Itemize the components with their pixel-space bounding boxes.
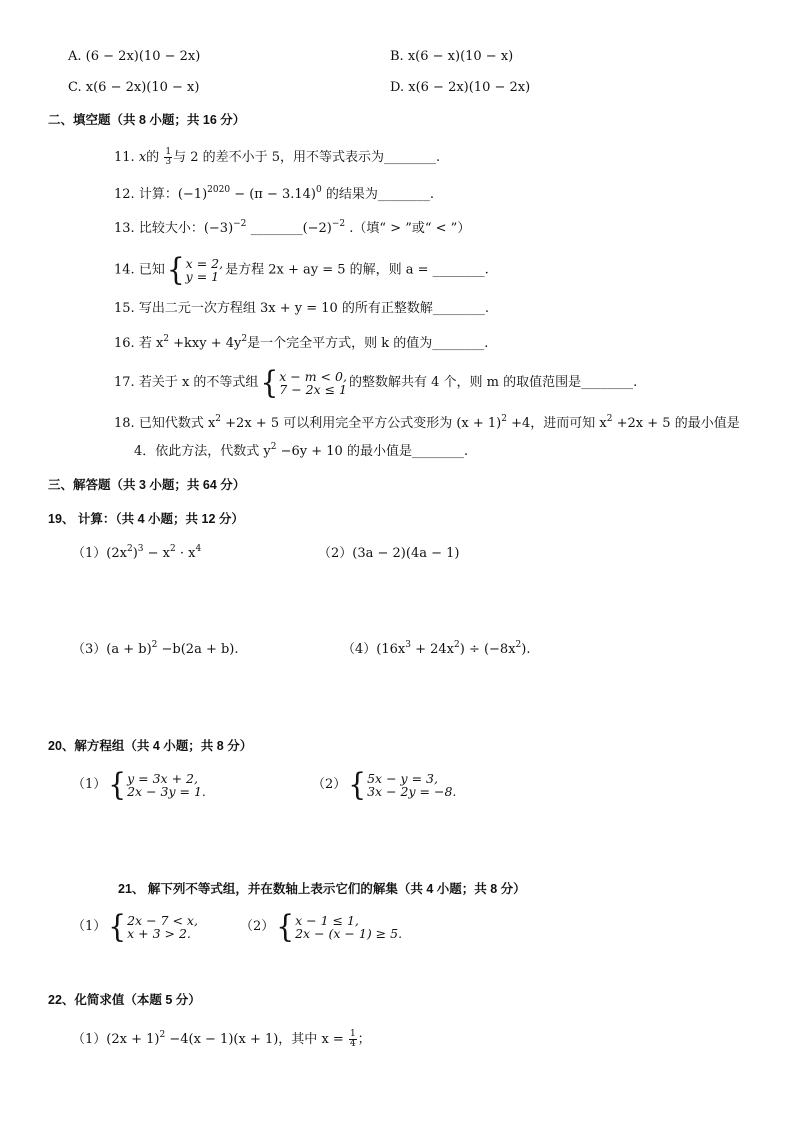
choice-a-expr: (6 − 2x)(10 − 2x) xyxy=(85,49,201,64)
q21-p2-system xyxy=(276,907,403,945)
q21-p2-line2: 2x − (x − 1) ≥ 5. xyxy=(295,925,403,941)
q19-p4-a: (16x xyxy=(376,642,406,657)
q22-p1-label: （1） xyxy=(72,1032,107,1047)
q21-p1-label: （1） xyxy=(72,919,107,934)
choice-a-label: A. xyxy=(68,49,82,64)
q19-p1-d: · x xyxy=(175,546,196,561)
q19-p3-a: (a + b) xyxy=(106,642,152,657)
q14-system xyxy=(166,251,224,288)
q16-mid: +kxy + 4y xyxy=(169,336,242,351)
q19-p1-s2: 3 xyxy=(137,544,144,554)
choice-d xyxy=(390,79,530,97)
q22-p1-a: (2x + 1) xyxy=(106,1032,160,1047)
question-11 xyxy=(114,148,440,167)
q12-mid: − (π − 3.14) xyxy=(234,187,317,202)
q19-p4-s2: 2 xyxy=(454,640,460,650)
q19-p4-b: + 24x xyxy=(410,642,454,657)
q20-title: 20、解方程组（共 4 小题；共 8 分） xyxy=(48,739,253,753)
q13-mid: ________(−2) xyxy=(250,221,332,236)
q20-part2 xyxy=(312,765,458,803)
q20-p2-system xyxy=(348,765,457,803)
question-15 xyxy=(114,300,489,318)
q19-p3-s1: 2 xyxy=(151,640,158,650)
q11-var: x xyxy=(138,150,147,165)
q15-text: 写出二元一次方程组 3x + y = 10 的所有正整数解________. xyxy=(138,301,490,316)
section-answer-title: 三、解答题（共 3 小题；共 64 分） xyxy=(48,478,246,492)
brace-icon: { xyxy=(260,363,279,401)
q17-line1: x − m < 0, xyxy=(279,368,347,384)
q13-sup2: −2 xyxy=(331,219,346,229)
q11-fraction xyxy=(164,148,172,167)
q20-part1 xyxy=(72,765,208,803)
q16-pre: 若 x xyxy=(138,336,164,351)
q12-text: 计算：(−1) xyxy=(138,187,208,202)
q19-p4-label: （4） xyxy=(342,642,377,657)
q16-sup2: 2 xyxy=(241,334,248,344)
question-16 xyxy=(114,335,488,353)
q19-p2-expr: (3a − 2)(4a − 1) xyxy=(352,546,460,561)
q22-frac-num: 1 xyxy=(349,1029,356,1039)
question-14 xyxy=(114,251,489,288)
choice-b xyxy=(390,48,513,66)
choice-a xyxy=(68,48,200,66)
q11-frac-num: 1 xyxy=(165,147,172,157)
q17-line2: 7 − 2x ≤ 1 xyxy=(279,381,348,397)
choice-d-expr: x(6 − 2x)(10 − 2x) xyxy=(408,80,531,95)
q19-p1-s3: 2 xyxy=(170,544,176,554)
q22-fraction xyxy=(349,1030,357,1049)
q13-sup1: −2 xyxy=(233,219,247,229)
q22-p1-b: −4(x − 1)(x + 1)，其中 x = xyxy=(165,1032,348,1047)
q12-sup2: 0 xyxy=(316,185,322,195)
q18-s1: 2 xyxy=(215,414,222,424)
q16-number: 16. xyxy=(114,336,135,351)
q19-p1-c: − x xyxy=(143,546,171,561)
q12-end: 的结果为________. xyxy=(325,187,435,202)
q13-end: .（填“ > ”或“ < ”） xyxy=(349,221,471,236)
question-18-line1 xyxy=(114,415,740,433)
choice-c-expr: x(6 − 2x)(10 − x) xyxy=(85,80,200,95)
q21-part1 xyxy=(72,907,200,945)
q19-part3 xyxy=(72,641,239,659)
q12-sup1: 2020 xyxy=(207,185,231,195)
brace-icon: { xyxy=(108,907,127,945)
q11-frac-den: 3 xyxy=(165,157,172,167)
q20-p1-line2: 2x − 3y = 1. xyxy=(127,783,206,799)
q15-number: 15. xyxy=(114,301,135,316)
q19-p4-s1: 3 xyxy=(405,640,411,650)
q19-p1-s4: 4 xyxy=(195,544,202,554)
q20-p2-line1: 5x − y = 3, xyxy=(367,770,438,786)
q19-p1-label: （1） xyxy=(72,546,107,561)
q14-line2: y = 1 xyxy=(185,269,220,284)
q19-p4-d: ). xyxy=(521,642,531,657)
q19-title: 19、 计算：（共 4 小题；共 12 分） xyxy=(48,512,244,526)
q22-p1-s1: 2 xyxy=(159,1030,166,1040)
q11-text-b: 与 2 的差不小于 5，用不等式表示为________. xyxy=(173,150,441,165)
q14-number: 14. xyxy=(114,262,135,278)
brace-icon: { xyxy=(166,251,185,288)
q14-line1: x = 2, xyxy=(185,256,224,271)
q17-post: 的整数解共有 4 个，则 m 的取值范围是________. xyxy=(349,375,638,390)
q21-p1-line2: x + 3 > 2. xyxy=(127,925,191,941)
q18-l1d: +2x + 5 的最小值是 xyxy=(612,416,740,431)
q19-p1-b: ) xyxy=(132,546,138,561)
q18-l1b: +2x + 5 可以利用完全平方公式变形为 (x + 1) xyxy=(221,416,502,431)
q19-p3-b: −b(2a + b). xyxy=(157,642,239,657)
q21-p2-line1: x − 1 ≤ 1, xyxy=(295,912,359,928)
q13-text: 比较大小：(−3) xyxy=(138,221,234,236)
q18-number: 18. xyxy=(114,416,135,431)
choice-b-expr: x(6 − x)(10 − x) xyxy=(407,49,514,64)
q19-part4 xyxy=(342,641,530,659)
q21-part2 xyxy=(240,907,404,945)
question-13 xyxy=(114,220,470,238)
q22-p1-c: ； xyxy=(357,1032,371,1047)
question-17 xyxy=(114,363,638,401)
choice-c xyxy=(68,79,199,97)
q16-post: 是一个完全平方式，则 k 的值为________. xyxy=(247,336,489,351)
brace-icon: { xyxy=(276,907,295,945)
q20-p2-line2: 3x − 2y = −8. xyxy=(367,783,457,799)
section-fill-in-title: 二、填空题（共 8 小题；共 16 分） xyxy=(48,113,246,127)
q17-pre: 若关于 x 的不等式组 xyxy=(138,375,259,390)
q19-part2 xyxy=(318,545,459,563)
q22-frac-den: 4 xyxy=(349,1039,356,1049)
q13-number: 13. xyxy=(114,221,135,236)
q18-l1a: 已知代数式 x xyxy=(138,416,216,431)
q18-s3: 2 xyxy=(606,414,613,424)
choice-c-label: C. xyxy=(68,80,82,95)
q21-p1-system xyxy=(108,907,198,945)
q20-p2-label: （2） xyxy=(312,777,347,792)
q19-p1-s1: 2 xyxy=(126,544,133,554)
q19-p3-label: （3） xyxy=(72,642,107,657)
q18-l1c: +4，进而可知 x xyxy=(507,416,607,431)
q21-p2-label: （2） xyxy=(240,919,275,934)
q16-sup1: 2 xyxy=(163,334,170,344)
q20-p1-system xyxy=(108,765,206,803)
brace-icon: { xyxy=(348,765,367,803)
q17-system xyxy=(260,363,348,401)
q18-s4: 2 xyxy=(270,442,277,452)
q20-p1-label: （1） xyxy=(72,777,107,792)
q19-p2-label: （2） xyxy=(318,546,353,561)
q22-part1 xyxy=(72,1029,371,1051)
q21-p1-line1: 2x − 7 < x, xyxy=(127,912,198,928)
q22-title: 22、化简求值（本题 5 分） xyxy=(48,993,201,1007)
q18-l2a: 4．依此方法，代数式 y xyxy=(134,444,271,459)
q19-p1-a: (2x xyxy=(106,546,127,561)
choice-b-label: B. xyxy=(390,49,404,64)
q14-pre: 已知 xyxy=(138,262,165,278)
q14-post: 是方程 2x + ay = 5 的解，则 a = ________. xyxy=(225,262,489,278)
question-12 xyxy=(114,186,434,204)
q19-part1 xyxy=(72,545,201,563)
question-18-line2 xyxy=(134,443,468,461)
q11-text-a: 的 xyxy=(146,150,160,165)
q18-l2b: −6y + 10 的最小值是________. xyxy=(276,444,469,459)
q19-p4-c: ) ÷ (−8x xyxy=(459,642,516,657)
choice-d-label: D. xyxy=(390,80,405,95)
q18-s2: 2 xyxy=(501,414,507,424)
q19-p4-s3: 2 xyxy=(515,640,522,650)
q21-title: 21、 解下列不等式组，并在数轴上表示它们的解集（共 4 小题；共 8 分） xyxy=(118,882,526,896)
q11-number: 11. xyxy=(114,150,135,165)
q17-number: 17. xyxy=(114,375,135,390)
q12-number: 12. xyxy=(114,187,135,202)
brace-icon: { xyxy=(108,765,127,803)
q20-p1-line1: y = 3x + 2, xyxy=(127,770,198,786)
